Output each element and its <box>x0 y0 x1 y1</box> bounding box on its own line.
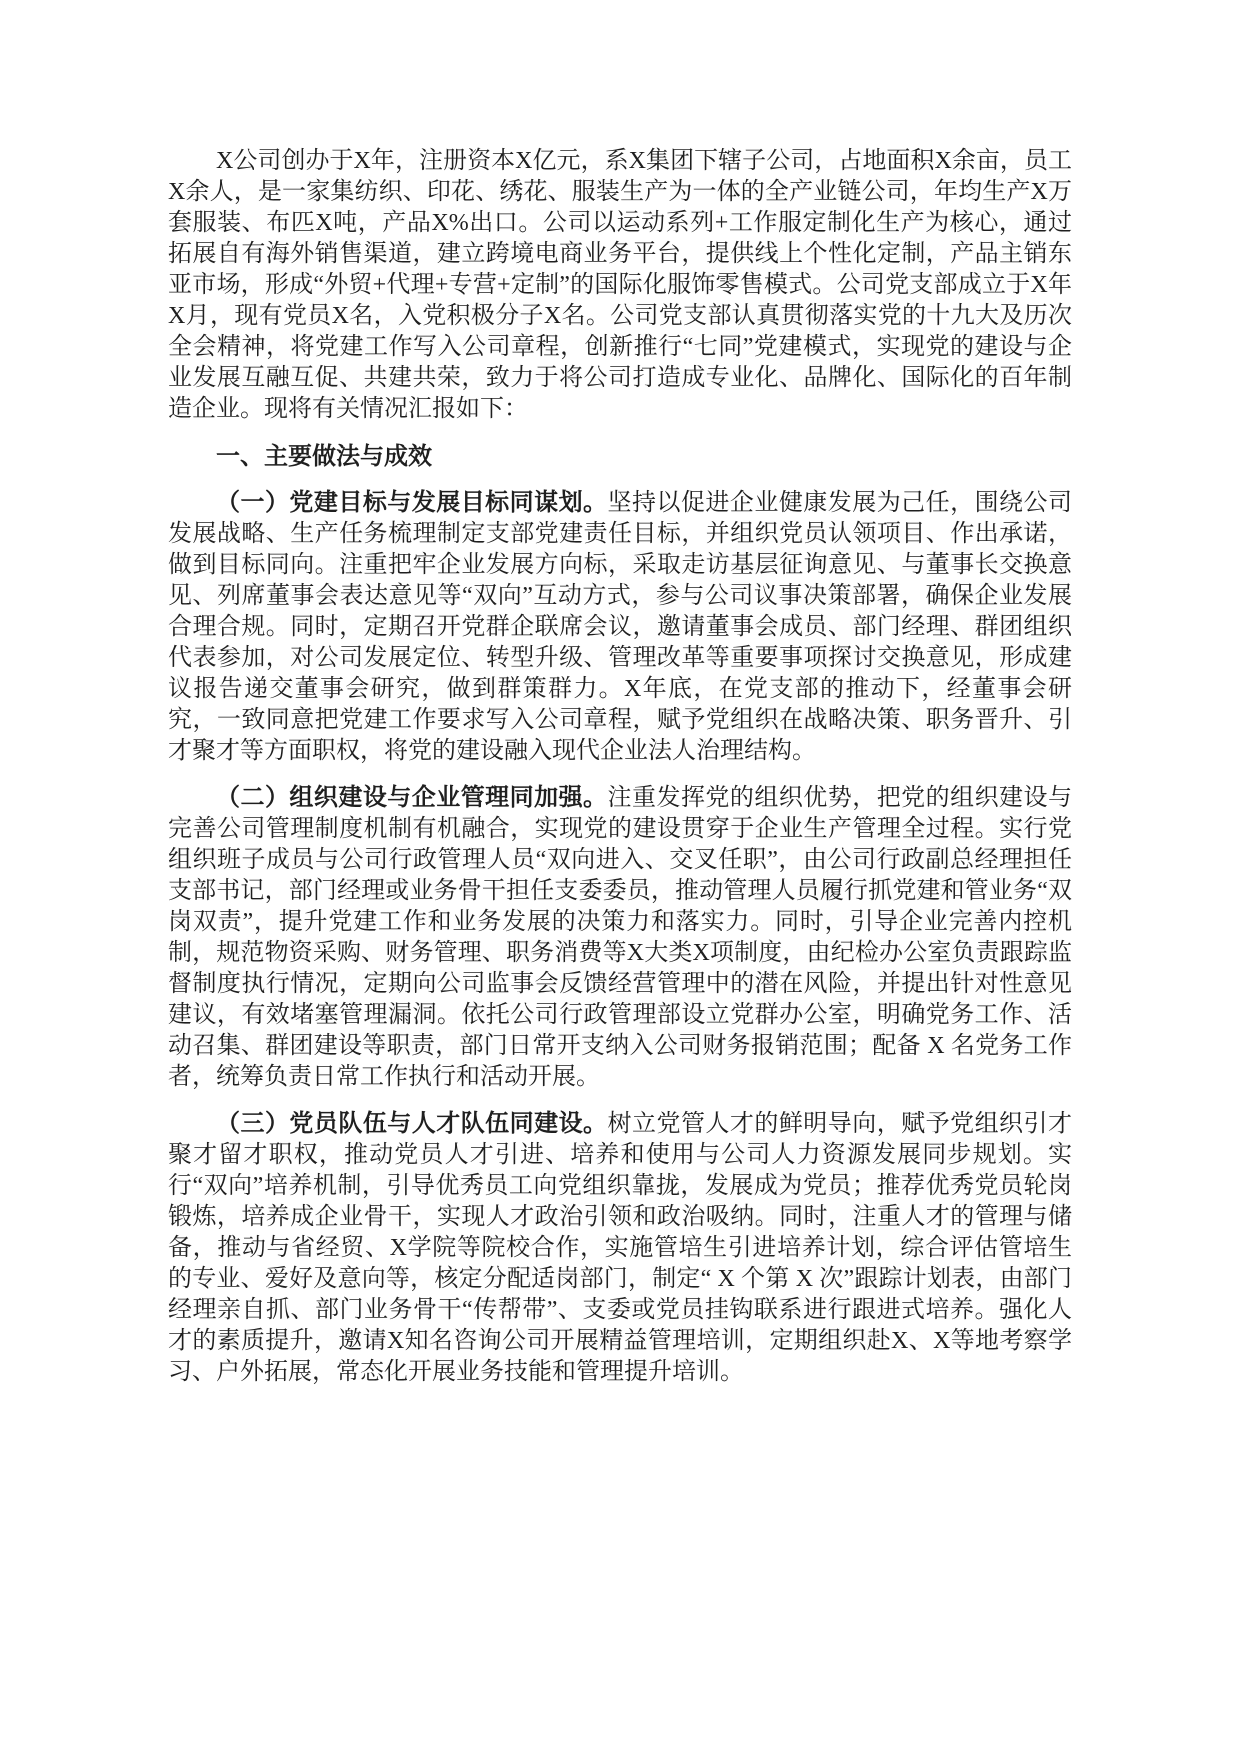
paragraph-talent-team-text: 树立党管人才的鲜明导向，赋予党组织引才聚才留才职权，推动党员人才引进、培养和使用与公司人力资源发展同步规划。实行“双向”培养机制，引导优秀员工向党组织靠拢，发展成为党员；推荐优秀党员轮岗锻炼，培养成企业骨干，实现人才政治引领和政治吸纳。同时，注重人才的管理与储备，推动与省经贸、X学院等院校合作，实施管培生引进培养计划，综合评估管培生的专业、爱好及意向等，核定分配适岗部门，制定“ X 个第 X 次”跟踪计划表，由部门经理亲自抓、部门业务骨干“传帮带”、支委或党员挂钩联系进行跟进式培养。强化人才的素质提升，邀请X知名咨询公司开展精益管理培训，定期组织赴X、X等地考察学习、户外拓展，常态化开展业务技能和管理提升培训。 <box>168 1111 1073 1385</box>
paragraph-talent-team <box>168 1109 1072 1388</box>
paragraph-org-building-text: 注重发挥党的组织优势，把党的组织建设与完善公司管理制度机制有机融合，实现党的建设贯穿于企业生产管理全过程。实行党组织班子成员与公司行政管理人员“双向进入、交叉任职”，由公司行政副总经理担任支部书记，部门经理或业务骨干担任支委委员，推动管理人员履行抓党建和管业务“双岗双责”，提升党建工作和业务发展的决策力和落实力。同时，引导企业完善内控机制，规范物资采购、财务管理、职务消费等X大类X项制度，由纪检办公室负责跟踪监督制度执行情况，定期向公司监事会反馈经营管理中的潜在风险，并提出针对性意见建议，有效堵塞管理漏洞。依托公司行政管理部设立党群办公室，明确党务工作、活动召集、群团建设等职责，部门日常开支纳入公司财务报销范围；配备 X 名党务工作者，统筹负责日常工作执行和活动开展。 <box>168 785 1073 1090</box>
paragraph-goal-alignment-text: 坚持以促进企业健康发展为己任，围绕公司发展战略、生产任务梳理制定支部党建责任目标，并组织党员认领项目、作出承诺，做到目标同向。注重把牢企业发展方向标，采取走访基层征询意见、与董事长交换意见、列席董事会表达意见等“双向”互动方式，参与公司议事决策部署，确保企业发展合理合规。同时，定期召开党群企联席会议，邀请董事会成员、部门经理、群团组织代表参加，对公司发展定位、转型升级、管理改革等重要事项探讨交换意见，形成建议报告递交董事会研究，做到群策群力。X年底，在党支部的推动下，经董事会研究，一致同意把党建工作要求写入公司章程，赋予党组织在战略决策、职务晋升、引才聚才等方面职权，将党的建设融入现代企业法人治理结构。 <box>168 490 1073 764</box>
intro-paragraph: X公司创办于X年，注册资本X亿元，系X集团下辖子公司，占地面积X余亩，员工X余人，是一家集纺织、印花、绣花、服装生产为一体的全产业链公司，年均生产X万套服装、布匹X吨，产品X%出口。公司以运动系列+工作服定制化生产为核心，通过拓展自有海外销售渠道，建立跨境电商业务平台，提供线上个性化定制，产品主销东亚市场，形成“外贸+代理+专营+定制”的国际化服饰零售模式。公司党支部成立于X年X月，现有党员X名，入党积极分子X名。公司党支部认真贯彻落实党的十九大及历次全会精神，将党建工作写入公司章程，创新推行“七同”党建模式，实现党的建设与企业发展互融互促、共建共荣，致力于将公司打造成专业化、品牌化、国际化的百年制造企业。现将有关情况汇报如下： <box>168 148 1072 422</box>
paragraph-goal-alignment-lead: （一）党建目标与发展目标同谋划。 <box>216 490 608 516</box>
paragraph-org-building <box>168 783 1072 1093</box>
section-heading: 一、主要做法与成效 <box>216 443 432 470</box>
document-body <box>168 146 1072 1404</box>
paragraph-talent-team-lead: （三）党员队伍与人才队伍同建设。 <box>216 1111 608 1137</box>
paragraph-goal-alignment <box>168 488 1072 767</box>
paragraph-org-building-lead: （二）组织建设与企业管理同加强。 <box>216 785 608 811</box>
